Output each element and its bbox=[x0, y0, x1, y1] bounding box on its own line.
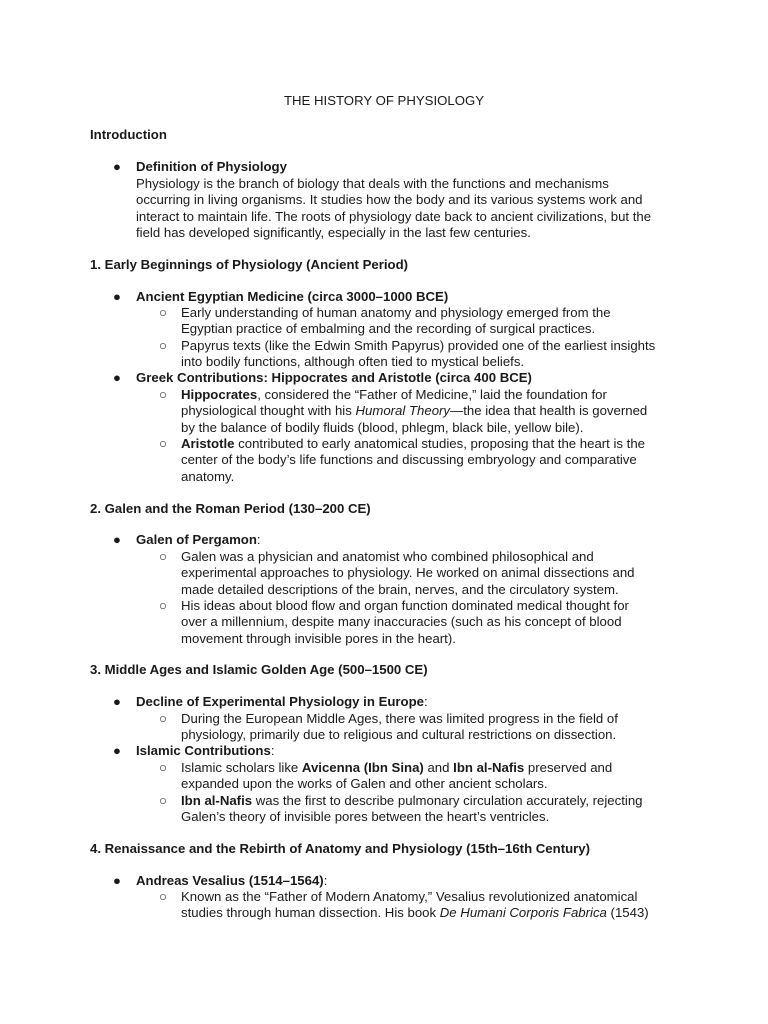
bullet: ● bbox=[113, 289, 121, 304]
definition-paragraph: Physiology is the branch of biology that deals with the functions and mechanisms occurring in living organisms. It studies how the body and its various systems work and interact to maintain life. The roots of physiology date back to ancient civilizations, but the field has developed significantly, especially in the last few centuries. bbox=[136, 176, 652, 240]
hippocrates-point: Hippocrates, considered the “Father of Medicine,” laid the foundation for physiological thought with his Humoral Theory—the idea that health is governed by the balance of bodily fluids (blood, phlegm, black bile, yellow bile). bbox=[181, 387, 648, 435]
bullet: ● bbox=[113, 370, 121, 385]
vesalius-point: Known as the “Father of Modern Anatomy,” Vesalius revolutionized anatomical studies through human dissection. His book De Humani Corporis Fabrica (1543) bbox=[181, 889, 649, 921]
egyptian-point-2: Papyrus texts (like the Edwin Smith Papyrus) provided one of the earliest insights into bodily functions, although often tied to mystical beliefs. bbox=[181, 338, 656, 370]
sub-bullet: ○ bbox=[159, 760, 167, 775]
sub-bullet: ○ bbox=[159, 436, 167, 451]
bullet-title-greek: Greek Contributions: Hippocrates and Aristotle (circa 400 BCE) bbox=[136, 370, 532, 385]
aristotle-point: Aristotle contributed to early anatomical studies, proposing that the heart is the center of the body’s life functions and discussing embryology and comparative anatomy. bbox=[181, 436, 646, 484]
sub-bullet: ○ bbox=[159, 889, 167, 904]
islamic-point-2: Ibn al-Nafis was the first to describe pulmonary circulation accurately, rejecting Galen’s theory of invisible pores between the heart’s ventricles. bbox=[181, 793, 643, 825]
bullet: ● bbox=[113, 743, 121, 758]
section-heading-2: 2. Galen and the Roman Period (130–200 CE) bbox=[90, 501, 371, 516]
bullet: ● bbox=[113, 873, 121, 888]
section-heading-4: 4. Renaissance and the Rebirth of Anatomy and Physiology (15th–16th Century) bbox=[90, 841, 591, 856]
bullet: ● bbox=[113, 694, 121, 709]
document-title: THE HISTORY OF PHYSIOLOGY bbox=[283, 93, 485, 108]
islamic-point-1: Islamic scholars like Avicenna (Ibn Sina) and Ibn al-Nafis preserved and expanded upon the works of Galen and other ancient scholars. bbox=[181, 760, 613, 792]
egyptian-point-1: Early understanding of human anatomy and physiology emerged from the Egyptian practice of embalming and the recording of surgical practices. bbox=[181, 305, 611, 337]
sub-bullet: ○ bbox=[159, 305, 167, 320]
bullet-title-egyptian: Ancient Egyptian Medicine (circa 3000–1000 BCE) bbox=[136, 289, 449, 304]
section-heading-1: 1. Early Beginnings of Physiology (Ancient Period) bbox=[90, 257, 409, 272]
bullet-title-islamic: Islamic Contributions: bbox=[136, 743, 275, 758]
section-heading-3: 3. Middle Ages and Islamic Golden Age (500–1500 CE) bbox=[90, 662, 428, 677]
sub-bullet: ○ bbox=[159, 598, 167, 613]
sub-bullet: ○ bbox=[159, 387, 167, 402]
bullet: ● bbox=[113, 532, 121, 547]
bullet: ● bbox=[113, 159, 121, 174]
sub-bullet: ○ bbox=[159, 338, 167, 353]
sub-bullet: ○ bbox=[159, 549, 167, 564]
sub-bullet: ○ bbox=[159, 793, 167, 808]
bullet-title-definition: Definition of Physiology bbox=[136, 159, 287, 174]
bullet-title-decline: Decline of Experimental Physiology in Europe: bbox=[136, 694, 428, 709]
galen-point-2: His ideas about blood flow and organ function dominated medical thought for over a millennium, despite many inaccuracies (such as his concept of blood movement through invisible pores in the heart). bbox=[181, 598, 629, 646]
galen-point-1: Galen was a physician and anatomist who combined philosophical and experimental approaches to physiology. He worked on animal dissections and made detailed descriptions of the brain, nerves, and the circulatory system. bbox=[181, 549, 635, 597]
bullet-title-galen: Galen of Pergamon: bbox=[136, 532, 261, 547]
sub-bullet: ○ bbox=[159, 711, 167, 726]
bullet-title-vesalius: Andreas Vesalius (1514–1564): bbox=[136, 873, 328, 888]
decline-point: During the European Middle Ages, there was limited progress in the field of physiology, primarily due to religious and cultural restrictions on dissection. bbox=[181, 711, 618, 743]
section-heading-introduction: Introduction bbox=[90, 127, 167, 142]
